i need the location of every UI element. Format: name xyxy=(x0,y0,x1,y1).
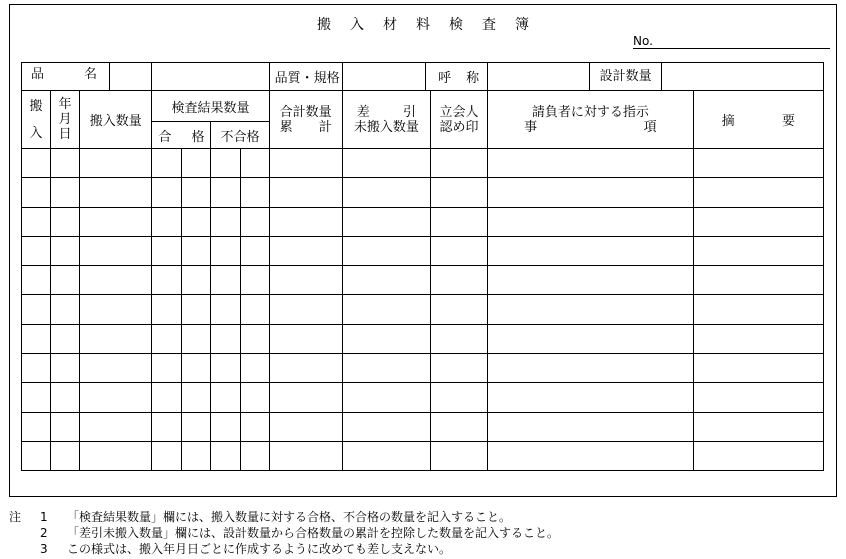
entry-cell[interactable] xyxy=(693,236,823,265)
entry-cell[interactable] xyxy=(342,383,430,412)
note-line xyxy=(9,509,559,525)
entry-cell[interactable] xyxy=(342,178,430,207)
entry-cell[interactable] xyxy=(430,441,487,470)
table-row xyxy=(22,178,824,207)
table-row xyxy=(22,266,824,295)
entry-cell[interactable] xyxy=(240,354,269,383)
table-row xyxy=(22,236,824,265)
entry-cell[interactable] xyxy=(693,441,823,470)
entry-cell[interactable] xyxy=(488,412,694,441)
entry-cell[interactable] xyxy=(240,412,269,441)
entry-cell[interactable] xyxy=(182,441,211,470)
entry-cell[interactable] xyxy=(80,236,152,265)
remarks-header: 摘 要 xyxy=(693,91,823,149)
note-number: 2 xyxy=(40,526,48,540)
entry-cell[interactable] xyxy=(488,236,694,265)
entry-cell[interactable] xyxy=(51,236,80,265)
entry-cell[interactable] xyxy=(430,266,487,295)
entry-cell[interactable] xyxy=(152,207,182,236)
entry-cell[interactable] xyxy=(269,207,342,236)
entry-cell[interactable] xyxy=(342,441,430,470)
entry-cell[interactable] xyxy=(152,178,182,207)
entry-cell[interactable] xyxy=(240,295,269,324)
entry-cell[interactable] xyxy=(22,295,51,324)
entry-cell[interactable] xyxy=(240,266,269,295)
entry-cell[interactable] xyxy=(182,383,211,412)
item-name-label-2: 名 xyxy=(83,67,97,82)
entry-cell[interactable] xyxy=(342,354,430,383)
witness-header: 立会人 認め印 xyxy=(430,91,487,149)
cumulative-header: 合計数量 累 計 xyxy=(269,91,342,149)
entry-cell[interactable] xyxy=(430,236,487,265)
table-row xyxy=(22,354,824,383)
entry-cell[interactable] xyxy=(152,266,182,295)
item-name-label: 品 xyxy=(31,67,45,82)
entry-cell[interactable] xyxy=(182,149,211,178)
entry-cell[interactable] xyxy=(51,266,80,295)
entry-cell[interactable] xyxy=(693,295,823,324)
entry-cell[interactable] xyxy=(240,324,269,353)
entry-cell[interactable] xyxy=(152,324,182,353)
entry-cell[interactable] xyxy=(211,383,240,412)
info-row xyxy=(22,63,824,91)
entry-cell[interactable] xyxy=(240,236,269,265)
form-number: No. xyxy=(633,34,830,49)
entry-cell[interactable] xyxy=(488,266,694,295)
table-row xyxy=(22,295,824,324)
entry-cell[interactable] xyxy=(269,441,342,470)
note-text: 「差引未搬入数量」欄には、設計数量から合格数量の累計を控除した数量を記入すること。 xyxy=(67,526,560,540)
entry-cell[interactable] xyxy=(80,178,152,207)
entry-cell[interactable] xyxy=(488,149,694,178)
entry-cell[interactable] xyxy=(211,207,240,236)
entry-cell[interactable] xyxy=(51,295,80,324)
entry-cell[interactable] xyxy=(430,295,487,324)
entry-cell[interactable] xyxy=(342,207,430,236)
entry-cell[interactable] xyxy=(269,149,342,178)
entry-cell[interactable] xyxy=(22,178,51,207)
entry-cell[interactable] xyxy=(22,354,51,383)
entry-cell[interactable] xyxy=(342,149,430,178)
entry-cell[interactable] xyxy=(80,441,152,470)
entry-cell[interactable] xyxy=(80,383,152,412)
entry-cell[interactable] xyxy=(22,383,51,412)
notes xyxy=(9,509,559,557)
entry-cell[interactable] xyxy=(51,383,80,412)
entry-cell[interactable] xyxy=(693,207,823,236)
entry-cell[interactable] xyxy=(182,295,211,324)
carry-in-qty-header: 搬入数量 xyxy=(80,91,152,149)
entry-cell[interactable] xyxy=(342,266,430,295)
entry-cell[interactable] xyxy=(51,149,80,178)
entry-cell[interactable] xyxy=(693,324,823,353)
entry-cell[interactable] xyxy=(152,412,182,441)
entry-cell[interactable] xyxy=(430,354,487,383)
entry-cell[interactable] xyxy=(51,412,80,441)
entry-cell[interactable] xyxy=(152,354,182,383)
inspection-qty-header: 検査結果数量 xyxy=(152,91,269,122)
diff-header: 差 引 未搬入数量 xyxy=(342,91,430,149)
entry-cell[interactable] xyxy=(342,412,430,441)
entry-cell[interactable] xyxy=(22,236,51,265)
entry-cell[interactable] xyxy=(211,354,240,383)
entry-cell[interactable] xyxy=(182,178,211,207)
entry-cell[interactable] xyxy=(269,354,342,383)
entry-cell[interactable] xyxy=(22,324,51,353)
entry-cell[interactable] xyxy=(22,207,51,236)
entry-cell[interactable] xyxy=(182,354,211,383)
entry-cell[interactable] xyxy=(80,149,152,178)
entry-cell[interactable] xyxy=(211,178,240,207)
entry-cell[interactable] xyxy=(269,178,342,207)
entry-cell[interactable] xyxy=(693,354,823,383)
note-text: この様式は、搬入年月日ごとに作成するように改めても差し支えない。 xyxy=(67,542,452,556)
entry-cell[interactable] xyxy=(211,236,240,265)
entry-cell[interactable] xyxy=(269,412,342,441)
note-number: 3 xyxy=(40,542,48,556)
entry-cell[interactable] xyxy=(182,207,211,236)
entry-cell[interactable] xyxy=(430,207,487,236)
entry-cell[interactable] xyxy=(22,441,51,470)
entry-cell[interactable] xyxy=(182,324,211,353)
quality-spec-input[interactable] xyxy=(343,63,425,90)
instructions-header: 請負者に対する指示 事 項 xyxy=(488,91,694,149)
entry-cell[interactable] xyxy=(211,412,240,441)
table-row xyxy=(22,207,824,236)
call-name-input[interactable] xyxy=(488,63,590,90)
entry-cell[interactable] xyxy=(240,207,269,236)
entry-cell[interactable] xyxy=(152,236,182,265)
design-qty-label: 設計数量 xyxy=(590,63,662,90)
entry-cell[interactable] xyxy=(693,383,823,412)
entry-cell[interactable] xyxy=(430,412,487,441)
quality-spec-label: 品質・規格 xyxy=(269,63,342,91)
entry-cell[interactable] xyxy=(211,149,240,178)
entry-cell[interactable] xyxy=(80,295,152,324)
entry-cell[interactable] xyxy=(22,412,51,441)
entry-cell[interactable] xyxy=(80,412,152,441)
entry-cell[interactable] xyxy=(488,178,694,207)
entry-cell[interactable] xyxy=(182,236,211,265)
table-row xyxy=(22,441,824,470)
item-name-value[interactable] xyxy=(152,63,269,91)
entry-cell[interactable] xyxy=(152,383,182,412)
entry-cell[interactable] xyxy=(269,324,342,353)
table-row xyxy=(22,324,824,353)
entry-cell[interactable] xyxy=(430,149,487,178)
form-title: 搬入材料検査簿 xyxy=(317,17,548,33)
entry-cell[interactable] xyxy=(488,441,694,470)
entry-cell[interactable] xyxy=(488,383,694,412)
entry-cell[interactable] xyxy=(269,295,342,324)
entry-cell[interactable] xyxy=(240,149,269,178)
entry-cell[interactable] xyxy=(211,266,240,295)
table-row xyxy=(22,412,824,441)
call-name-label: 呼 称 xyxy=(425,63,487,90)
design-qty-cell xyxy=(488,63,824,91)
entry-cell[interactable] xyxy=(240,383,269,412)
item-name-cell xyxy=(22,63,152,91)
entry-cell[interactable] xyxy=(269,266,342,295)
table-row xyxy=(22,149,824,178)
note-line xyxy=(9,541,559,557)
entry-cell[interactable] xyxy=(693,412,823,441)
entry-cell[interactable] xyxy=(240,441,269,470)
design-qty-input[interactable] xyxy=(662,63,823,90)
pass-header: 合 格 xyxy=(152,122,211,149)
entry-cell[interactable] xyxy=(51,354,80,383)
table-row xyxy=(22,383,824,412)
note-text: 「検査結果数量」欄には、搬入数量に対する合格、不合格の数量を記入すること。 xyxy=(67,510,512,524)
entry-cell[interactable] xyxy=(693,266,823,295)
entry-cell[interactable] xyxy=(211,441,240,470)
entry-cell[interactable] xyxy=(152,149,182,178)
entry-cell[interactable] xyxy=(342,236,430,265)
item-name-input[interactable] xyxy=(110,63,151,90)
entry-cell[interactable] xyxy=(342,324,430,353)
quality-spec-cell xyxy=(342,63,487,91)
fail-header: 不合格 xyxy=(211,122,269,149)
entry-cell[interactable] xyxy=(80,354,152,383)
entry-cell[interactable] xyxy=(182,266,211,295)
entry-cell[interactable] xyxy=(693,149,823,178)
entry-cell[interactable] xyxy=(80,207,152,236)
date-header: 年 月 日 xyxy=(51,91,80,149)
entry-cell[interactable] xyxy=(430,178,487,207)
entry-cell[interactable] xyxy=(269,383,342,412)
entry-cell[interactable] xyxy=(430,383,487,412)
entry-cell[interactable] xyxy=(488,324,694,353)
entry-cell[interactable] xyxy=(693,178,823,207)
entry-cell[interactable] xyxy=(182,412,211,441)
entry-cell[interactable] xyxy=(80,266,152,295)
table-body xyxy=(22,149,824,471)
entry-cell[interactable] xyxy=(80,324,152,353)
carry-in-header: 搬 入 xyxy=(22,91,51,149)
entry-cell[interactable] xyxy=(342,295,430,324)
entry-cell[interactable] xyxy=(152,295,182,324)
note-line xyxy=(9,525,559,541)
entry-cell[interactable] xyxy=(22,149,51,178)
entry-cell[interactable] xyxy=(269,236,342,265)
entry-cell[interactable] xyxy=(488,207,694,236)
header-row-1 xyxy=(22,91,824,122)
entry-cell[interactable] xyxy=(488,295,694,324)
note-prefix xyxy=(9,525,40,541)
entry-cell[interactable] xyxy=(51,441,80,470)
entry-cell[interactable] xyxy=(51,324,80,353)
entry-cell[interactable] xyxy=(22,266,51,295)
note-prefix xyxy=(9,541,40,557)
entry-cell[interactable] xyxy=(51,178,80,207)
entry-cell[interactable] xyxy=(51,207,80,236)
entry-cell[interactable] xyxy=(152,441,182,470)
entry-cell[interactable] xyxy=(211,295,240,324)
note-prefix: 注 xyxy=(9,510,22,524)
entry-cell[interactable] xyxy=(430,324,487,353)
note-number: 1 xyxy=(40,510,48,524)
entry-cell[interactable] xyxy=(488,354,694,383)
inspection-table xyxy=(21,62,824,471)
entry-cell[interactable] xyxy=(211,324,240,353)
entry-cell[interactable] xyxy=(240,178,269,207)
